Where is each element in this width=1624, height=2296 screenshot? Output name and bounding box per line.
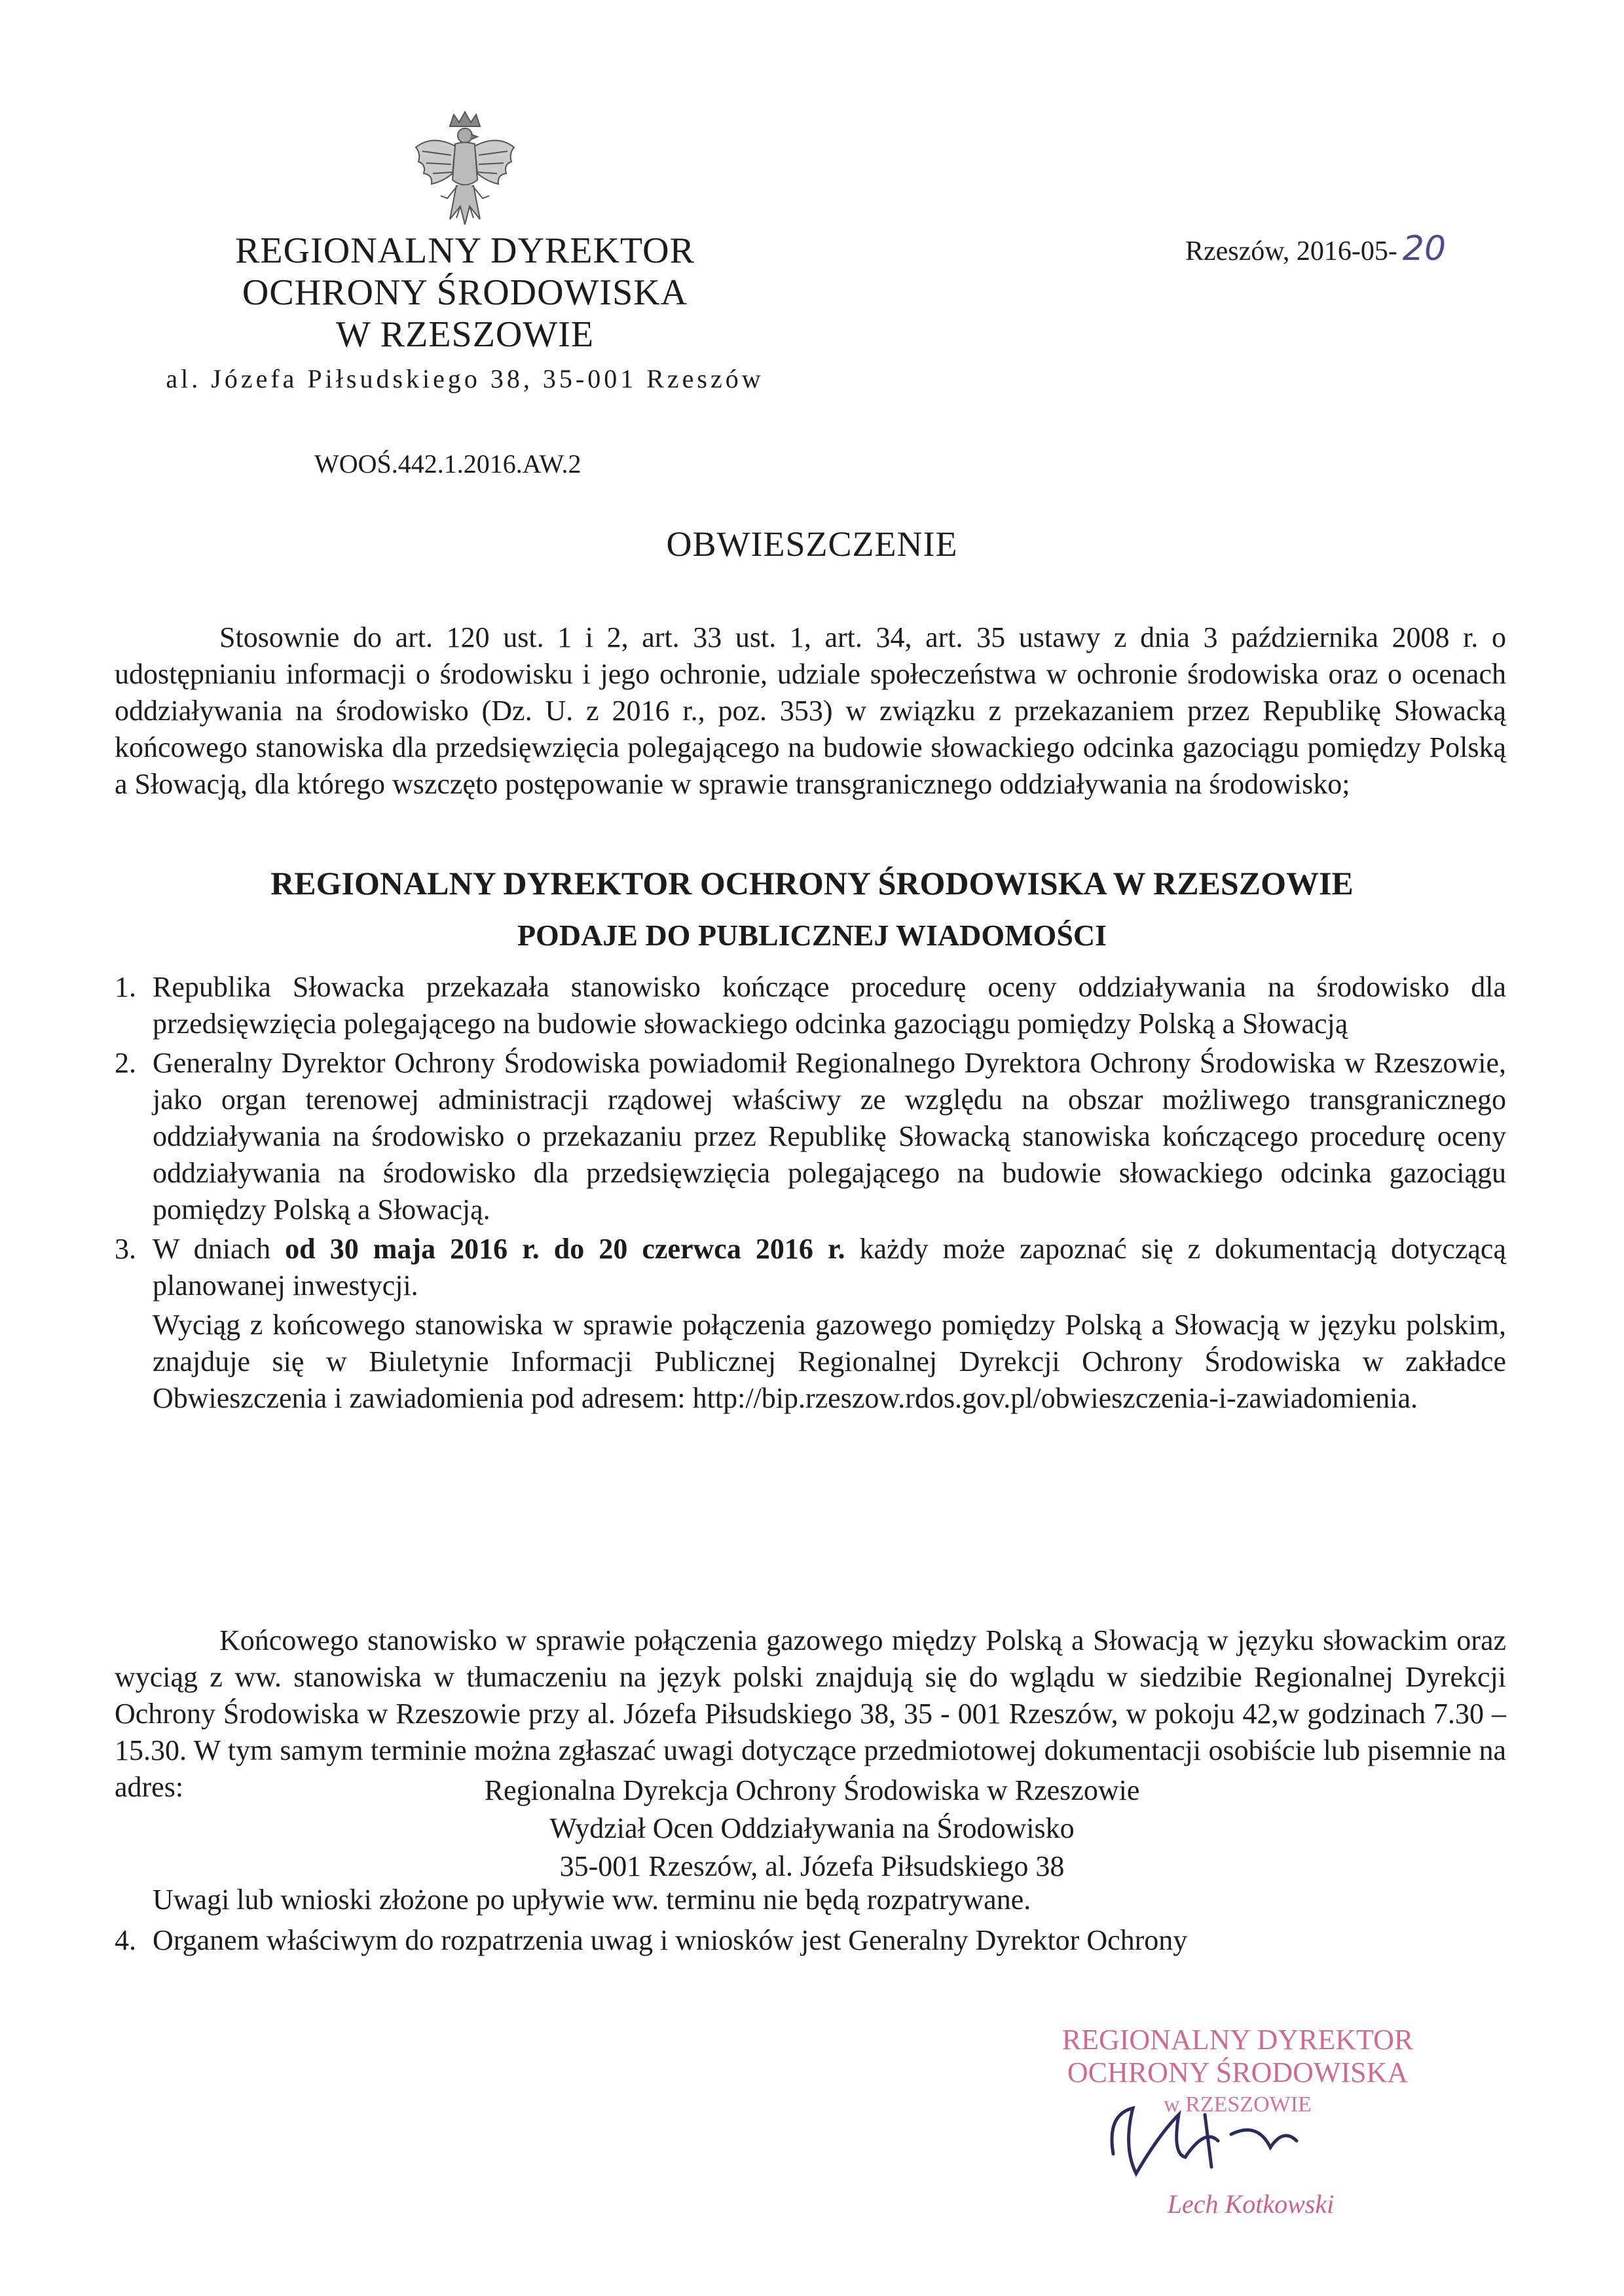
authority-header	[111, 230, 819, 355]
polish-eagle-emblem-icon	[409, 108, 521, 236]
list-item-text-post: każdy może zapoznać się z dokumentacją dotyczącą planowanej inwestycji.	[153, 1233, 1506, 1302]
list-item-number: 1.	[115, 971, 136, 1003]
official-stamp-signature	[1008, 2016, 1467, 2239]
intro-paragraph	[115, 619, 1506, 803]
date-handwritten-day: 20	[1402, 229, 1447, 268]
authority-name-line2: OCHRONY ŚRODOWISKA	[242, 272, 688, 313]
authority-name-line3: W RZESZOWIE	[335, 314, 595, 355]
public-notice-heading: PODAJE DO PUBLICZNEJ WIADOMOŚCI	[517, 919, 1107, 952]
late-remarks-note: Uwagi lub wnioski złożone po upływie ww. terminu nie będą rozpatrywane.	[153, 1884, 1031, 1916]
document-date	[1185, 229, 1446, 268]
list-item-number: 2.	[115, 1047, 136, 1079]
announcing-authority-heading: REGIONALNY DYREKTOR OCHRONY ŚRODOWISKA W RZESZOWIE	[270, 865, 1354, 902]
notice-items-list	[115, 969, 1506, 1419]
document-title: OBWIESZCZENIE	[666, 524, 958, 564]
list-item-text: Republika Słowacka przekazała stanowisko kończące procedurę oceny oddziaływania na środowisko dla przedsięwzięcia polegającego na budowie słowackiego odcinka gazociągu pomiędzy Polską a Słowacją	[153, 971, 1506, 1040]
handwritten-signature-icon	[1112, 2108, 1297, 2174]
list-item-text: Organem właściwym do rozpatrzenia uwag i wniosków jest Generalny Dyrektor Ochrony	[153, 1924, 1188, 1956]
mailing-address-line2: Wydział Ocen Oddziaływania na Środowisko	[549, 1812, 1075, 1844]
authority-name-line1: REGIONALNY DYREKTOR	[235, 230, 695, 271]
mailing-address-block	[0, 1772, 1624, 1886]
mailing-address-line1: Regionalna Dyrekcja Ochrony Środowiska w Rzeszowie	[484, 1774, 1140, 1806]
list-item-text-pre: W dniach	[153, 1233, 286, 1265]
list-item	[115, 1045, 1506, 1228]
stamp-line2: OCHRONY ŚRODOWISKA	[1067, 2056, 1409, 2088]
intro-text: Stosownie do art. 120 ust. 1 i 2, art. 33 ust. 1, art. 34, art. 35 ustawy z dnia 3 października 2008 r. o udostępnianiu informacji o środowisku i jego ochronie, udziale społeczeństwa w ochronie środowiska oraz o ocenach oddziaływania na środowisko (Dz. U. z 2016 r., poz. 353) w związku z przekazaniem przez Republikę Słowacką końcowego stanowiska dla przedsięwzięcia polegającego na budowie słowackiego odcinka gazociągu pomiędzy Polską a Słowacją, dla którego wszczęto postępowanie w sprawie transgranicznego oddziaływania na środowisko;	[115, 621, 1506, 800]
list-item-text: Generalny Dyrektor Ochrony Środowiska powiadomił Regionalnego Dyrektora Ochrony Środowiska w Rzeszowie, jako organ terenowej administracji rządowej właściwy ze względu na obszar możliwego transgranicznego oddziaływania na środowisko o przekazaniu przez Republikę Słowacką stanowiska kończącego procedurę oceny oddziaływania na środowisko dla przedsięwzięcia polegającego na budowie słowackiego odcinka gazociągu pomiędzy Polską a Słowacją.	[153, 1047, 1506, 1226]
authority-address: al. Józefa Piłsudskiego 38, 35-001 Rzeszów	[166, 364, 764, 393]
date-printed: Rzeszów, 2016-05-	[1185, 236, 1397, 266]
list-item-number: 4.	[115, 1924, 136, 1956]
list-item-number: 3.	[115, 1233, 136, 1265]
stamp-line3: w RZESZOWIE	[1164, 2092, 1312, 2117]
consultation-period: od 30 maja 2016 r. do 20 czerwca 2016 r.	[285, 1233, 845, 1265]
list-item	[115, 1231, 1506, 1417]
stamp-line1: REGIONALNY DYREKTOR	[1061, 2024, 1414, 2056]
list-item	[115, 1922, 1506, 1959]
signer-name: Lech Kotkowski	[1167, 2189, 1335, 2219]
bip-info-paragraph: Wyciąg z końcowego stanowiska w sprawie połączenia gazowego pomiędzy Polską a Słowacją w języku polskim, znajduje się w Biuletynie Informacji Publicznej Regionalnej Dyrekcji Ochrony Środowiska w zakładce Obwieszczenia i zawiadomienia pod adresem: http://bip.rzeszow.rdos.gov.pl/obwieszczenia-i-zawiadomienia.	[153, 1309, 1506, 1414]
documentation-access-text: Końcowego stanowisko w sprawie połączenia gazowego między Polską a Słowacją w języku słowackim oraz wyciąg z ww. stanowiska w tłumaczeniu na język polski znajdują się do wglądu w siedzibie Regionalnej Dyrekcji Ochrony Środowiska w Rzeszowie przy al. Józefa Piłsudskiego 38, 35 - 001 Rzeszów, w pokoju 42,w godzinach 7.30 – 15.30. W tym samym terminie można zgłaszać uwagi dotyczące przedmiotowej dokumentacji osobiście lub pisemnie na adres:	[115, 1624, 1506, 1803]
case-reference: WOOŚ.442.1.2016.AW.2	[314, 449, 581, 479]
mailing-address-line3: 35-001 Rzeszów, al. Józefa Piłsudskiego 38	[559, 1850, 1065, 1882]
list-item	[115, 969, 1506, 1042]
